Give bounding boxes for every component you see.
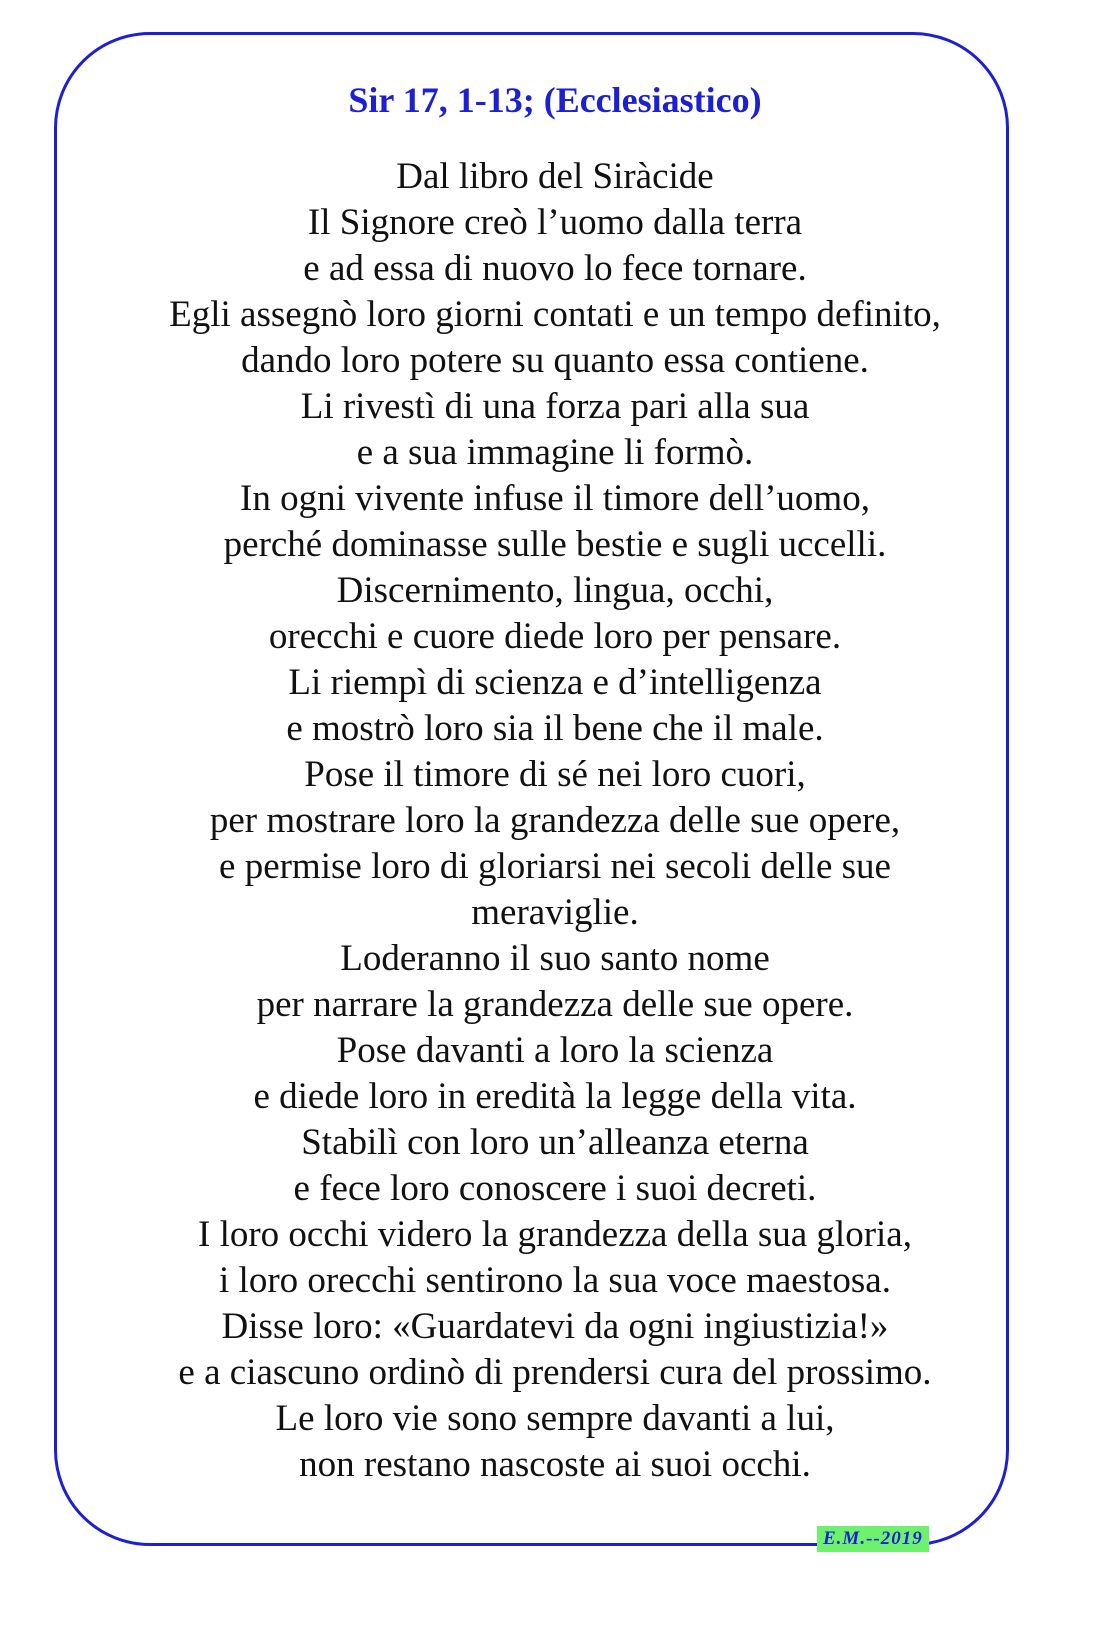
- verse-line: Li rivestì di una forza pari alla sua: [300, 386, 810, 427]
- verse-line: Le loro vie sono sempre davanti a lui,: [275, 1398, 835, 1439]
- signature-badge: E.M.--2019: [817, 1526, 929, 1552]
- verse-line: Discernimento, lingua, occhi,: [336, 570, 774, 611]
- verse-line: Dal libro del Siràcide: [396, 156, 714, 197]
- verse-line: Loderanno il suo santo nome: [340, 938, 770, 979]
- verse-line: e fece loro conoscere i suoi decreti.: [293, 1168, 817, 1209]
- verse-line: In ogni vivente infuse il timore dell’uomo,: [240, 478, 870, 519]
- verse-line: non restano nascoste ai suoi occhi.: [299, 1444, 811, 1485]
- verse-line: meraviglie.: [471, 892, 639, 933]
- verse-line: Disse loro: «Guardatevi da ogni ingiustizia!»: [221, 1306, 889, 1347]
- verse-line: Stabilì con loro un’alleanza eterna: [301, 1122, 809, 1163]
- verse-line: dando loro potere su quanto essa contiene.: [241, 340, 869, 381]
- verse-line: e mostrò loro sia il bene che il male.: [286, 708, 824, 749]
- verse-line: i loro orecchi sentirono la sua voce maestosa.: [219, 1260, 891, 1301]
- verse-line: e diede loro in eredità la legge della vita.: [253, 1076, 857, 1117]
- verse-line: I loro occhi videro la grandezza della sua gloria,: [198, 1214, 912, 1255]
- verse-list: [0, 154, 1110, 1488]
- verse-line: Pose il timore di sé nei loro cuori,: [304, 754, 806, 795]
- verse-line: perché dominasse sulle bestie e sugli uccelli.: [223, 524, 887, 565]
- verse-line: per narrare la grandezza delle sue opere.: [256, 984, 854, 1025]
- verse-line: Egli assegnò loro giorni contati e un tempo definito,: [169, 294, 941, 335]
- verse-line: orecchi e cuore diede loro per pensare.: [268, 616, 842, 657]
- verse-line: e a sua immagine li formò.: [356, 432, 754, 473]
- reading-title: Sir 17, 1-13; (Ecclesiastico): [348, 80, 762, 120]
- verse-line: e permise loro di gloriarsi nei secoli delle sue: [219, 846, 891, 887]
- verse-line: Pose davanti a loro la scienza: [336, 1030, 774, 1071]
- verse-line: Li riempì di scienza e d’intelligenza: [288, 662, 822, 703]
- verse-line: Il Signore creò l’uomo dalla terra: [307, 202, 803, 243]
- verse-line: e a ciascuno ordinò di prendersi cura del prossimo.: [178, 1352, 932, 1393]
- verse-line: per mostrare loro la grandezza delle sue opere,: [209, 800, 901, 841]
- verse-line: e ad essa di nuovo lo fece tornare.: [303, 248, 807, 289]
